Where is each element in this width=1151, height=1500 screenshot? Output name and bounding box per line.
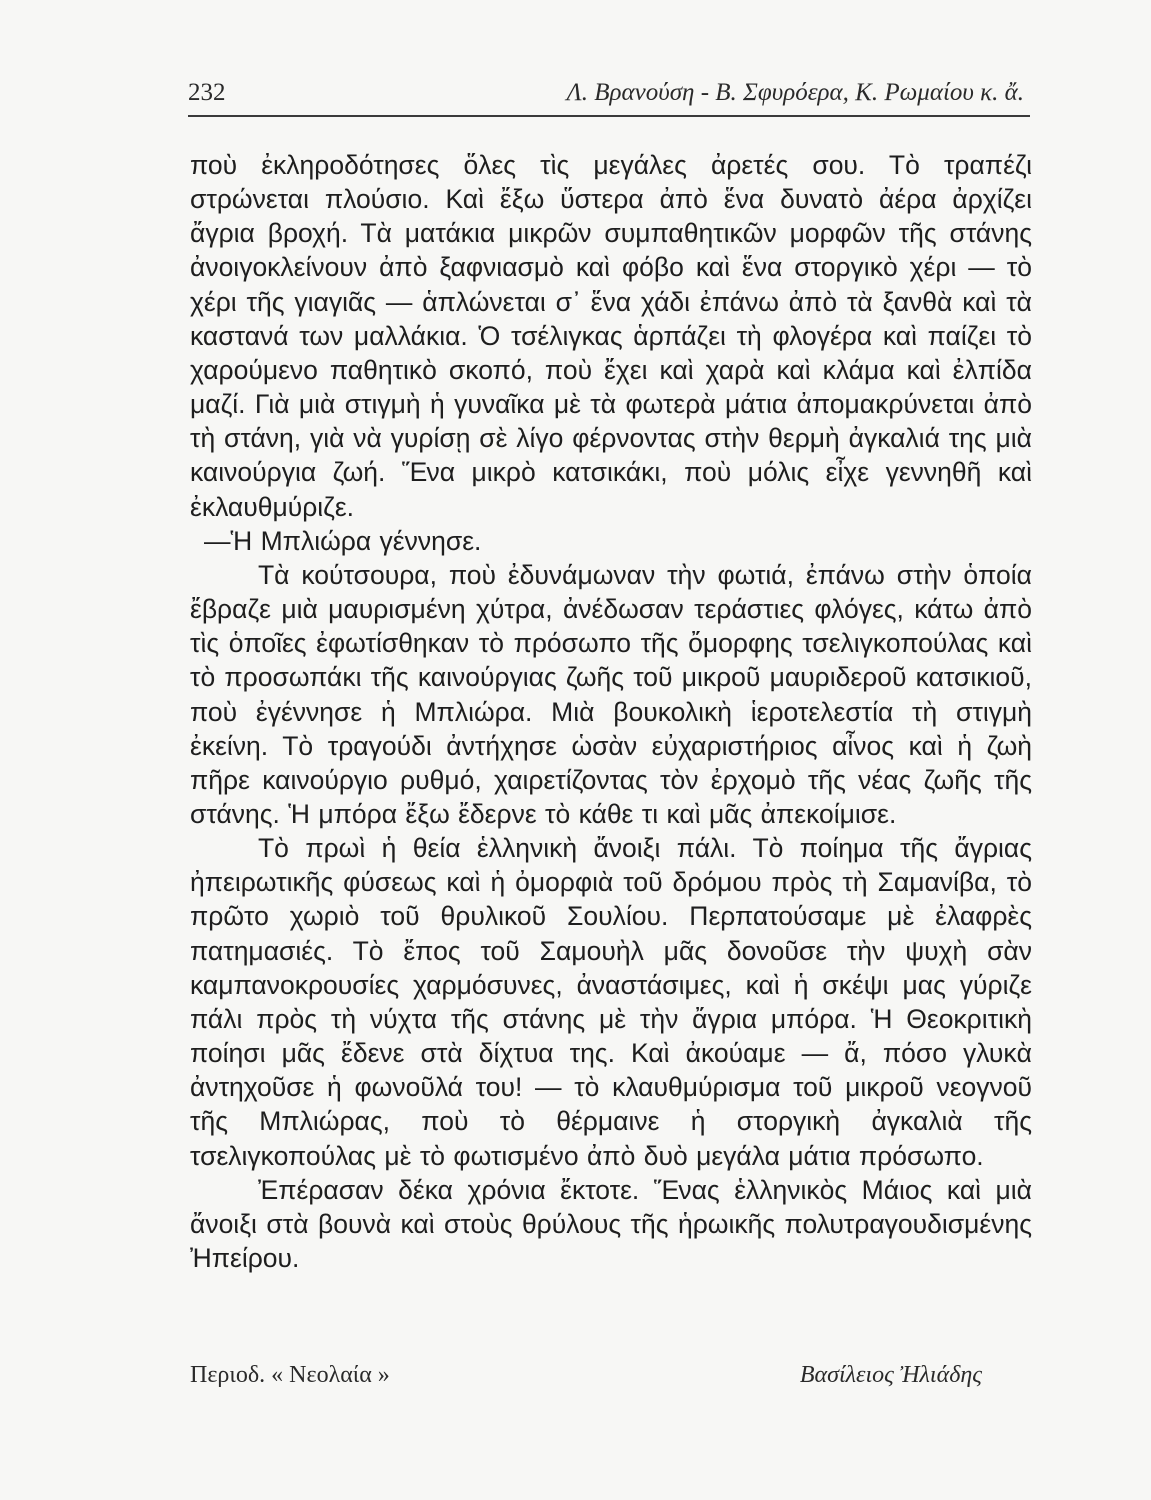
source-citation: Περιοδ. « Νεολαία » [190, 1362, 390, 1388]
paragraph-4: Τὸ πρωὶ ἡ θεία ἑλληνικὴ ἄνοιξι πάλι. Τὸ ποίημα τῆς ἄγριας ἠπειρωτικῆς φύσεως καὶ ἡ ὀμορφιὰ τοῦ δρόμου πρὸς τὴ Σαμανίβα, τὸ πρῶτο χωριὸ τοῦ θρυλικοῦ Σουλίου. Περπατούσαμε μὲ ἐλαφρὲς πατημασιές. Τὸ ἔπος τοῦ Σαμουὴλ μᾶς δονοῦσε τὴν ψυχὴ σὰν καμπανοκρουσίες χαρμόσυνες, ἀναστάσιμες, καὶ ἡ σκέψι μας γύριζε πάλι πρὸς τὴ νύχτα τῆς στάνης μὲ τὴν ἄγρια μπόρα. Ἡ Θεοκριτικὴ ποίησι μᾶς ἔδενε στὰ δίχτυα της. Καὶ ἀκούαμε — ἄ, πόσο γλυκὰ ἀντηχοῦσε ἡ φωνοῦλά του! — τὸ κλαυθμύρισμα τοῦ μικροῦ νεογνοῦ τῆς Μπλιώρας, ποὺ τὸ θέρμαινε ἡ στοργικὴ ἀγκαλιὰ τῆς τσελιγκοπούλας μὲ τὸ φωτισμένο ἀπὸ δυὸ μεγάλα μάτια πρόσωπο. [190, 833, 1032, 1171]
paragraph-1: ποὺ ἐκληροδότησες ὅλες τὶς μεγάλες ἀρετές σου. Τὸ τραπέζι στρώνεται πλούσιο. Καὶ ἔξω ὕστερα ἀπὸ ἕνα δυνατὸ ἀέρα ἀρχίζει ἄγρια βροχή. Τὰ ματάκια μικρῶν συμπαθητικῶν μορφῶν τῆς στάνης ἀνοιγοκλείνουν ἀπὸ ξαφνιασμὸ καὶ φόβο καὶ ἕνα στοργικὸ χέρι — τὸ χέρι τῆς γιαγιᾶς — ἁπλώνεται σ᾽ ἕνα χάδι ἐπάνω ἀπὸ τὰ ξανθὰ καὶ τὰ καστανά των μαλλάκια. Ὁ τσέλιγκας ἁρπάζει τὴ φλογέρα καὶ παίζει τὸ χαρούμενο παθητικὸ σκοπό, ποὺ ἔχει καὶ χαρὰ καὶ κλάμα καὶ ἐλπίδα μαζί. Γιὰ μιὰ στιγμὴ ἡ γυναῖκα μὲ τὰ φωτερὰ μάτια ἀπομακρύνεται ἀπὸ τὴ στάνη, γιὰ νὰ γυρίσῃ σὲ λίγο φέρνοντας στὴν θερμὴ ἀγκαλιά της μιὰ καινούργια ζωή. Ἕνα μικρὸ κατσικάκι, ποὺ μόλις εἶχε γεννηθῆ καὶ ἐκλαυθμύριζε. [190, 150, 1032, 522]
header-rule [188, 115, 1030, 117]
attribution [190, 1362, 1032, 1402]
author-name: Βασίλειος Ἠλιάδης [799, 1362, 982, 1388]
paragraph-5: Ἐπέρασαν δέκα χρόνια ἔκτοτε. Ἕνας ἑλληνικὸς Μάιος καὶ μιὰ ἄνοιξι στὰ βουνὰ καὶ στοὺς θρύλους τῆς ἡρωικῆς πολυτραγουδισμένης Ἠπείρου. [190, 1174, 1032, 1273]
running-title: Λ. Βρανούση - Β. Σφυρόερα, Κ. Ρωμαίου κ. ἄ. [566, 79, 1024, 106]
paragraph-3: Τὰ κούτσουρα, ποὺ ἐδυνάμωναν τὴν φωτιά, ἐπάνω στὴν ὁποία ἔβραζε μιὰ μαυρισμένη χύτρα, ἀνέδωσαν τεράστιες φλόγες, κάτω ἀπὸ τὶς ὁποῖες ἐφωτίσθηκαν τὸ πρόσωπο τῆς ὄμορφης τσελιγκοπούλας καὶ τὸ προσωπάκι τῆς καινούργιας ζωῆς τοῦ μικροῦ μαυριδεροῦ κατσικιοῦ, ποὺ ἐγέννησε ἡ Μπλιώρα. Μιὰ βουκολικὴ ἱεροτελεστία τὴ στιγμὴ ἐκείνη. Τὸ τραγούδι ἀντήχησε ὡσὰν εὐχαριστήριος αἶνος καὶ ἡ ζωὴ πῆρε καινούργιο ρυθμό, χαιρετίζοντας τὸν ἐρχομὸ τῆς νέας ζωῆς τῆς στάνης. Ἡ μπόρα ἔξω ἔδερνε τὸ κάθε τι καὶ μᾶς ἀπεκοίμισε. [190, 559, 1032, 829]
body-text [190, 148, 1032, 1275]
running-head [188, 73, 1030, 113]
page-number: 232 [188, 79, 226, 106]
paragraph-dialogue: —Ἡ Μπλιώρα γέννησε. [204, 525, 482, 556]
